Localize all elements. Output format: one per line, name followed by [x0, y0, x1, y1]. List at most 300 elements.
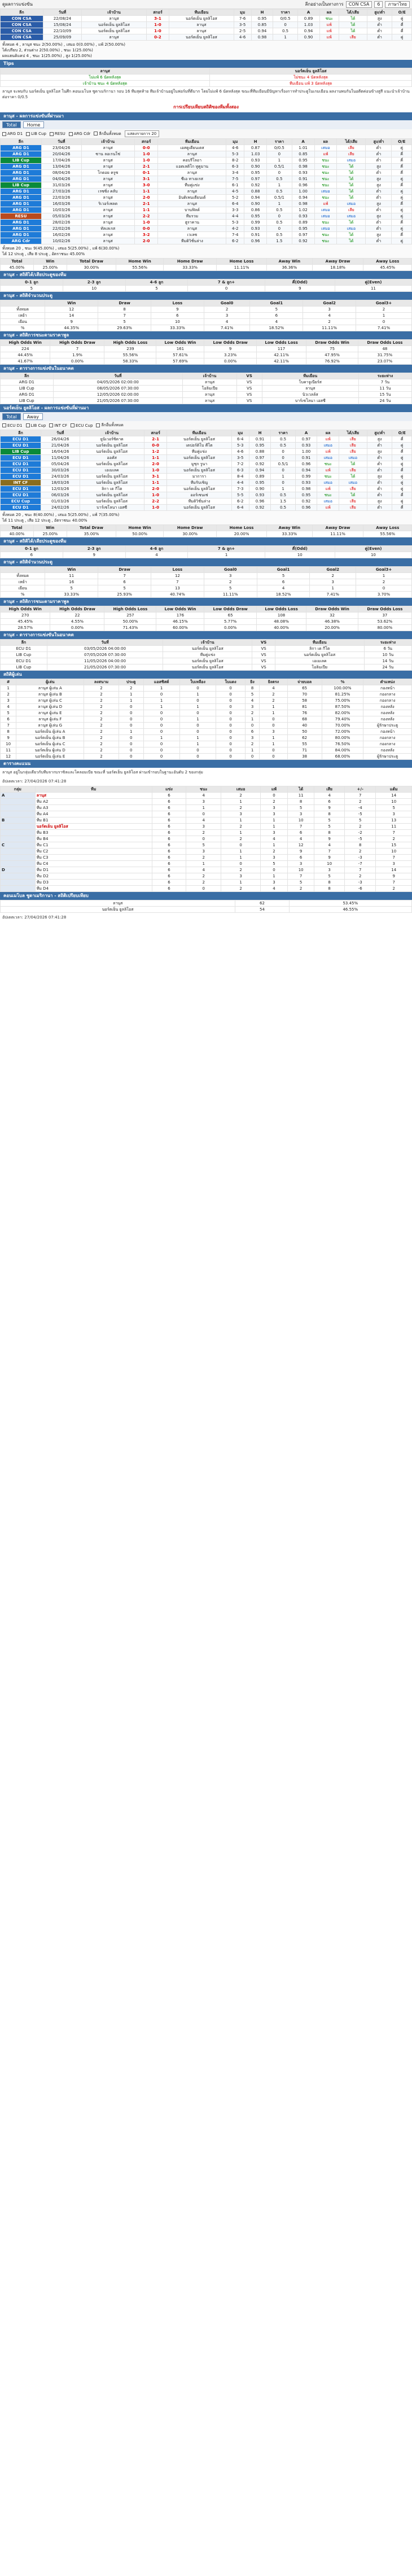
table-cell: ซาน ลอเรนโซ่: [81, 151, 134, 158]
table-cell: ลานุส ผู้เล่น E: [16, 710, 84, 716]
table-cell: 6: [98, 579, 151, 585]
result-cell: สูง: [367, 16, 392, 22]
stat-value: 45.45%: [363, 265, 412, 271]
filter-label: ลีกอื่นทั้งหมด: [99, 131, 121, 136]
column-header: วันที่: [43, 10, 82, 16]
table-cell: 38: [287, 754, 322, 760]
filter-item[interactable]: [94, 131, 121, 137]
column-header: Goal0: [204, 300, 250, 307]
table-cell: 6: [152, 886, 186, 892]
table-row[interactable]: [1, 467, 412, 474]
table-cell: 0: [143, 741, 179, 747]
table-cell: 6: [257, 579, 310, 585]
table-row[interactable]: [1, 28, 412, 34]
table-cell: 0.95: [244, 213, 267, 220]
table-cell: 1: [179, 692, 216, 698]
table-cell: 0.91: [292, 176, 314, 182]
standings-row[interactable]: [1, 873, 412, 880]
summary-line: ได้ 11 ประตู , เสีย 12 ประตู , อัตราชนะ 40.00%: [2, 518, 87, 523]
team-name: ทีม C4: [35, 861, 152, 867]
column-header: Win: [33, 525, 67, 531]
table-cell: นอร์ตเย็น ผู้เล่น A: [16, 729, 84, 735]
table-cell: 82.00%: [322, 710, 363, 716]
table-cell: ลานุส: [158, 170, 226, 176]
table-cell: 3: [260, 830, 287, 836]
standings-row[interactable]: [1, 824, 412, 830]
column-header: ทีมเยือน: [275, 640, 364, 646]
column-header: Home Win: [116, 259, 164, 265]
table-cell: ทั้งหมด: [1, 307, 45, 313]
result-cell: เสมอ: [317, 443, 339, 449]
table-cell: 42.11%: [256, 352, 306, 358]
table-cell: ทัลเลเรส: [81, 226, 134, 232]
column-header: Loss: [151, 567, 204, 573]
table-cell: 53.45%: [289, 900, 411, 907]
table-cell: 2: [1, 692, 16, 698]
table-cell: 10: [287, 867, 314, 873]
table-row: [1, 625, 412, 631]
standings-row[interactable]: [1, 849, 412, 855]
table-cell: 3: [303, 307, 356, 313]
table-cell: 0.92: [249, 505, 271, 511]
table-cell: 7.41%: [310, 592, 356, 598]
table-cell: นิวเวลล์ส: [262, 392, 358, 398]
table-cell: 0.93: [244, 226, 267, 232]
table-cell: 55.56%: [104, 352, 156, 358]
checkbox-icon: [2, 423, 6, 427]
table-cell: 1: [245, 716, 259, 723]
table-cell: มูชุก รูนา: [167, 461, 231, 467]
result-cell: เสมอ: [314, 207, 337, 213]
score-cell: 2-0: [134, 238, 158, 244]
result-cell: ได้: [337, 195, 366, 201]
table-cell: 0.5: [267, 176, 292, 182]
table-cell: ลานุส: [81, 238, 134, 244]
result-cell: ได้: [339, 28, 367, 34]
result-cell: คู่: [392, 195, 412, 201]
table-cell: นอร์ตเย็น ยูลลิโอส: [80, 443, 144, 449]
table-cell: 0: [216, 698, 246, 704]
result-cell: ต่ำ: [366, 226, 392, 232]
table-cell: 6: [245, 729, 259, 735]
table-row[interactable]: [1, 201, 412, 207]
column-header: Loss: [151, 300, 204, 307]
table-cell: 0: [216, 685, 246, 692]
language-select[interactable]: ภาษาไทย: [385, 1, 410, 8]
table-row[interactable]: [1, 232, 412, 238]
player-row: [1, 729, 412, 735]
filter-item[interactable]: [26, 132, 46, 136]
column-header: Away Win: [266, 259, 312, 265]
table-cell: 6: [152, 830, 186, 836]
league-badge: ARG D1: [1, 195, 42, 201]
count-select[interactable]: 6: [374, 1, 383, 8]
tab-home[interactable]: Home: [23, 121, 45, 128]
table-cell: 6 วัน: [364, 646, 411, 652]
table-row: [1, 346, 412, 352]
table-cell: 1: [267, 182, 292, 189]
table-cell: 0: [267, 213, 292, 220]
table-row[interactable]: [1, 436, 412, 443]
filter-item[interactable]: [69, 132, 91, 136]
standings-row[interactable]: [1, 793, 412, 799]
result-cell: เสมอ: [314, 213, 337, 220]
table-cell: 0: [216, 735, 246, 741]
table-row[interactable]: [1, 498, 412, 505]
table-row[interactable]: [1, 455, 412, 461]
table-cell: 0.91: [249, 436, 271, 443]
score-cell: 1-2: [144, 449, 166, 455]
away-tab-row: [0, 412, 412, 421]
tab-total[interactable]: Total: [2, 413, 21, 420]
column-header: ประตู: [119, 679, 143, 685]
filter-label: INT CF: [54, 423, 67, 428]
league-select[interactable]: CON CSA: [346, 1, 372, 8]
team-name: ทีม D2: [35, 873, 152, 880]
result-cell: ต่ำ: [367, 34, 392, 41]
table-cell: 6: [152, 873, 186, 880]
column-header: ทีม: [35, 786, 152, 793]
result-cell: เสมอ: [314, 226, 337, 232]
table-cell: 0.5/1: [271, 461, 295, 467]
table-row: [1, 325, 412, 331]
away-odds-bar: ลานุส - สถิติการชนะตามราคาพูล: [0, 598, 412, 606]
table-cell: 57.69%: [156, 358, 204, 365]
table-cell: 0.93: [249, 492, 271, 498]
table-row[interactable]: [1, 16, 412, 22]
table-cell: 0.92: [292, 238, 314, 244]
count-select[interactable]: แสดงรายการ 20: [125, 130, 160, 137]
result-cell: แพ้: [317, 436, 339, 443]
table-row[interactable]: [1, 207, 412, 213]
table-cell: 0.96: [295, 505, 317, 511]
table-cell: 17/04/26: [41, 158, 81, 164]
table-cell: 76.92%: [306, 358, 358, 365]
column-header: ได้/เสีย: [337, 139, 366, 145]
team-name: ทีม C1: [35, 842, 152, 849]
column-header: สูง/ต่ำ: [367, 10, 392, 16]
column-header: ลีก: [1, 430, 41, 436]
standings-row[interactable]: [1, 799, 412, 805]
table-cell: 0: [260, 723, 287, 729]
table-cell: 68.00%: [322, 754, 363, 760]
table-row[interactable]: [1, 189, 412, 195]
table-cell: 5: [98, 319, 151, 325]
table-cell: 0: [267, 151, 292, 158]
table-cell: กองกลาง: [363, 735, 412, 741]
table-cell: 5-3: [226, 151, 244, 158]
result-cell: คู่: [392, 455, 412, 461]
league-badge: ECU D1: [1, 461, 41, 467]
tab-away[interactable]: Away: [23, 413, 43, 420]
table-row[interactable]: [1, 34, 412, 41]
home-odds-bar: ลานุส - สถิติการชนะตามราคาพูล: [0, 331, 412, 339]
table-cell: 22/08/24: [43, 16, 82, 22]
column-header: ราคา: [271, 430, 295, 436]
table-row[interactable]: [1, 492, 412, 498]
table-cell: 40.00%: [256, 625, 306, 631]
result-cell: คู่: [392, 443, 412, 449]
result-cell: ต่ำ: [367, 480, 392, 486]
table-row[interactable]: [1, 22, 412, 28]
score-cell: 2-1: [144, 436, 166, 443]
standings-row[interactable]: [1, 842, 412, 849]
standings-row[interactable]: [1, 805, 412, 811]
table-row[interactable]: [1, 443, 412, 449]
filter-item[interactable]: [50, 132, 65, 136]
table-row[interactable]: [1, 164, 412, 170]
table-cell: 62: [287, 735, 322, 741]
table-cell: 05/03/26: [41, 213, 81, 220]
table-cell: กองหลัง: [363, 704, 412, 710]
table-cell: 7-2: [231, 461, 249, 467]
column-header: O/E: [392, 139, 412, 145]
tips-team-home: ลานุส: [1, 68, 210, 75]
standings-row[interactable]: [1, 855, 412, 861]
table-row[interactable]: [1, 176, 412, 182]
table-cell: 4: [260, 836, 287, 842]
table-cell: 7.41%: [356, 325, 412, 331]
table-cell: 20/04/26: [41, 151, 81, 158]
table-cell: 44.45%: [1, 352, 50, 358]
table-cell: นอร์ตเย็น ยูลลิโอส: [80, 492, 144, 498]
stat-value: 33.33%: [164, 265, 217, 271]
table-cell: ลานุส: [1, 900, 235, 907]
table-cell: 0.95: [295, 492, 317, 498]
league-badge: ECU D1: [1, 505, 41, 511]
table-cell: 0.5/1: [267, 164, 292, 170]
table-cell: ลานุส: [81, 158, 134, 164]
table-row[interactable]: [1, 238, 412, 244]
column-header: เจ้าบ้าน: [183, 373, 236, 379]
table-row[interactable]: [1, 213, 412, 220]
column-header: 2-3 ลูก: [63, 546, 125, 552]
table-cell: 2: [221, 793, 261, 799]
filter-item[interactable]: [71, 423, 93, 428]
column-header: Draw Odds Loss: [358, 340, 411, 346]
table-cell: 65: [204, 613, 256, 619]
table-cell: ทีมดิวิชั่นล่าง: [158, 238, 226, 244]
filter-item[interactable]: [96, 422, 123, 428]
table-row[interactable]: [1, 474, 412, 480]
table-cell: 70.00%: [322, 723, 363, 729]
table-cell: 0: [179, 685, 216, 692]
result-cell: แพ้: [314, 201, 337, 207]
table-cell: 2: [310, 573, 356, 579]
column-header: O/E: [392, 10, 412, 16]
standings-row[interactable]: [1, 817, 412, 824]
table-row[interactable]: [1, 505, 412, 511]
table-cell: 0.96: [295, 461, 317, 467]
table-row: [1, 313, 412, 319]
standings-row[interactable]: [1, 811, 412, 817]
score-cell: 3-0: [134, 182, 158, 189]
table-row[interactable]: [1, 170, 412, 176]
table-row[interactable]: [1, 461, 412, 467]
filter-label: LIB Cup: [31, 132, 46, 136]
column-header: O/E: [392, 430, 412, 436]
table-cell: กองหน้า: [363, 729, 412, 735]
table-cell: ลานุส: [82, 34, 146, 41]
table-cell: 4: [314, 842, 345, 849]
league-badge: ARG D1: [1, 151, 42, 158]
group-label: [1, 849, 36, 855]
standings-row[interactable]: [1, 867, 412, 873]
table-cell: 11: [1, 747, 16, 754]
result-cell: คู่: [392, 238, 412, 244]
table-cell: 05/04/26: [41, 461, 80, 467]
h2h-summary-line: ผลแฮนดิแคป 4 , ชนะ 1(25.00%) , สูง 1(25.00%): [2, 54, 92, 58]
table-cell: 0.91: [244, 232, 267, 238]
table-cell: VS: [252, 652, 275, 658]
table-cell: 3: [287, 861, 314, 867]
table-row[interactable]: [1, 182, 412, 189]
table-cell: 5: [98, 585, 151, 592]
table-row: [1, 592, 412, 598]
team-name: ทีม D3: [35, 880, 152, 886]
table-cell: ลานุส: [82, 16, 146, 22]
table-cell: 04/05/2026 02:00:00: [53, 379, 183, 386]
standings-row[interactable]: [1, 880, 412, 886]
team-name: นอร์ตเย็น ยูลลิโอส: [35, 824, 152, 830]
table-cell: 0.5: [267, 232, 292, 238]
column-header: Draw Odds Win: [306, 606, 358, 613]
table-cell: 0: [216, 723, 246, 729]
table-cell: 0.94: [297, 28, 319, 34]
table-cell: 0.90: [249, 486, 271, 492]
score-cell: 1-1: [134, 189, 158, 195]
result-cell: เสีย: [339, 505, 367, 511]
table-cell: 3: [186, 824, 221, 830]
table-cell: เรซซิ่ง คลับ: [81, 189, 134, 195]
result-cell: ต่ำ: [366, 151, 392, 158]
table-cell: 0: [260, 747, 287, 754]
score-cell: 1-0: [146, 28, 169, 34]
table-cell: 0.88: [249, 449, 271, 455]
table-cell: 7: [376, 880, 412, 886]
table-cell: 6-2: [226, 238, 244, 244]
tips-paragraph: ลานุส จะพบกับ นอร์ตเย็น ยูลลิโอส ในศึก คอนเมโบล ซูดาเมริกานา รอบ 16 ทีมสุดท้าย ทีมเจ้าบ้านอยู่ในฟอร์มที่ดีมาก โดยไม่แพ้ 6 นัดหลังสุด ขณะที่ทีมเยือนมีปัญหาเรื่องการทำประตูในเกมเยือน ผลงานพบกันในอดีตค่อนข้างสูสี แนะนำเจ้าบ้านต่อราคา 0/0.5: [2, 89, 410, 99]
table-cell: 15: [376, 842, 412, 849]
table-cell: 1.03: [244, 151, 267, 158]
stat-value: 9: [265, 286, 335, 292]
table-row[interactable]: [1, 151, 412, 158]
column-header: เจ้าบ้าน: [81, 139, 134, 145]
filter-item[interactable]: [26, 423, 46, 428]
table-cell: 0: [271, 480, 295, 486]
stat-value: 30.00%: [164, 531, 217, 537]
table-cell: 41.67%: [1, 358, 50, 365]
table-row[interactable]: [1, 226, 412, 232]
away-recent-table: [0, 430, 412, 511]
table-cell: 0.5/1: [267, 195, 292, 201]
table-cell: 1: [271, 486, 295, 492]
table-cell: บาร์เซโลนา เอสซี: [80, 505, 144, 511]
result-cell: ต่ำ: [367, 28, 392, 34]
table-cell: 5: [245, 692, 259, 698]
table-row[interactable]: [1, 486, 412, 492]
table-cell: 24/03/26: [41, 474, 80, 480]
table-cell: 57.61%: [156, 352, 204, 358]
result-cell: สูง: [367, 474, 392, 480]
column-header: แพ้: [260, 786, 287, 793]
table-row[interactable]: [1, 145, 412, 151]
table-cell: 71: [287, 747, 322, 754]
table-cell: 6: [152, 855, 186, 861]
standings-row[interactable]: [1, 886, 412, 892]
filter-item[interactable]: [2, 132, 23, 136]
league-badge: ARG D1: [1, 164, 42, 170]
standings-row[interactable]: [1, 836, 412, 842]
table-cell: 18.52%: [250, 325, 303, 331]
score-cell: 2-2: [134, 213, 158, 220]
table-row[interactable]: [1, 480, 412, 486]
tab-total[interactable]: Total: [2, 121, 21, 128]
table-cell: 0: [143, 747, 179, 754]
table-cell: 10: [376, 799, 412, 805]
column-header: ตำแหน่ง: [363, 679, 412, 685]
standings-row[interactable]: [1, 830, 412, 836]
table-cell: 21/05/2026 07:30:00: [53, 398, 183, 404]
table-cell: เวเลซ: [158, 232, 226, 238]
table-cell: นอร์ตเย็น ยูลลิโอส: [167, 486, 231, 492]
table-cell: ทีมดิวิชั่นล่าง: [167, 498, 231, 505]
filter-item[interactable]: [49, 423, 67, 428]
filter-item[interactable]: [2, 423, 23, 428]
table-row[interactable]: [1, 449, 412, 455]
table-cell: 0: [143, 716, 179, 723]
table-cell: 16: [45, 579, 98, 585]
score-cell: 3-1: [146, 16, 169, 22]
table-cell: เอเมเลค: [275, 658, 364, 664]
table-cell: 0: [221, 842, 261, 849]
table-cell: 4: [186, 867, 221, 873]
column-header: เสมอ: [221, 786, 261, 793]
table-cell: 25/09/09: [43, 34, 82, 41]
player-row: [1, 704, 412, 710]
table-cell: 0.92: [244, 182, 267, 189]
result-cell: เสมอ: [314, 145, 337, 151]
table-cell: 3: [221, 873, 261, 880]
standings-row[interactable]: [1, 861, 412, 867]
table-cell: 4-4: [231, 480, 249, 486]
table-cell: 239: [104, 346, 156, 352]
column-header: Low Odds Loss: [256, 606, 306, 613]
table-cell: 0.93: [244, 158, 267, 164]
table-cell: 46.15%: [156, 619, 204, 625]
table-cell: 13/04/26: [41, 164, 81, 170]
table-row[interactable]: [1, 220, 412, 226]
table-cell: 7: [50, 346, 104, 352]
checkbox-icon: [50, 132, 54, 136]
team-name: ทีม B3: [35, 830, 152, 836]
home-goals-bar: ลานุส - สถิติได้/เสียประตูของทีม: [0, 271, 412, 279]
result-cell: เสมอ: [317, 480, 339, 486]
table-cell: นอร์ตเย็น ยูลลิโอส: [169, 34, 234, 41]
table-cell: 0.88: [244, 189, 267, 195]
table-cell: 7: [344, 867, 376, 873]
table-row[interactable]: [1, 158, 412, 164]
result-cell: ต่ำ: [366, 220, 392, 226]
score-cell: 1-0: [134, 158, 158, 164]
table-cell: 0: [119, 741, 143, 747]
league-badge: ECU D1: [1, 455, 41, 461]
table-cell: %: [1, 592, 45, 598]
table-row[interactable]: [1, 195, 412, 201]
table-cell: 13: [151, 585, 204, 592]
home-recent-bar: ลานุส - ผลการแข่งขันที่ผ่านมา: [0, 112, 412, 120]
table-cell: เยือน: [1, 319, 45, 325]
